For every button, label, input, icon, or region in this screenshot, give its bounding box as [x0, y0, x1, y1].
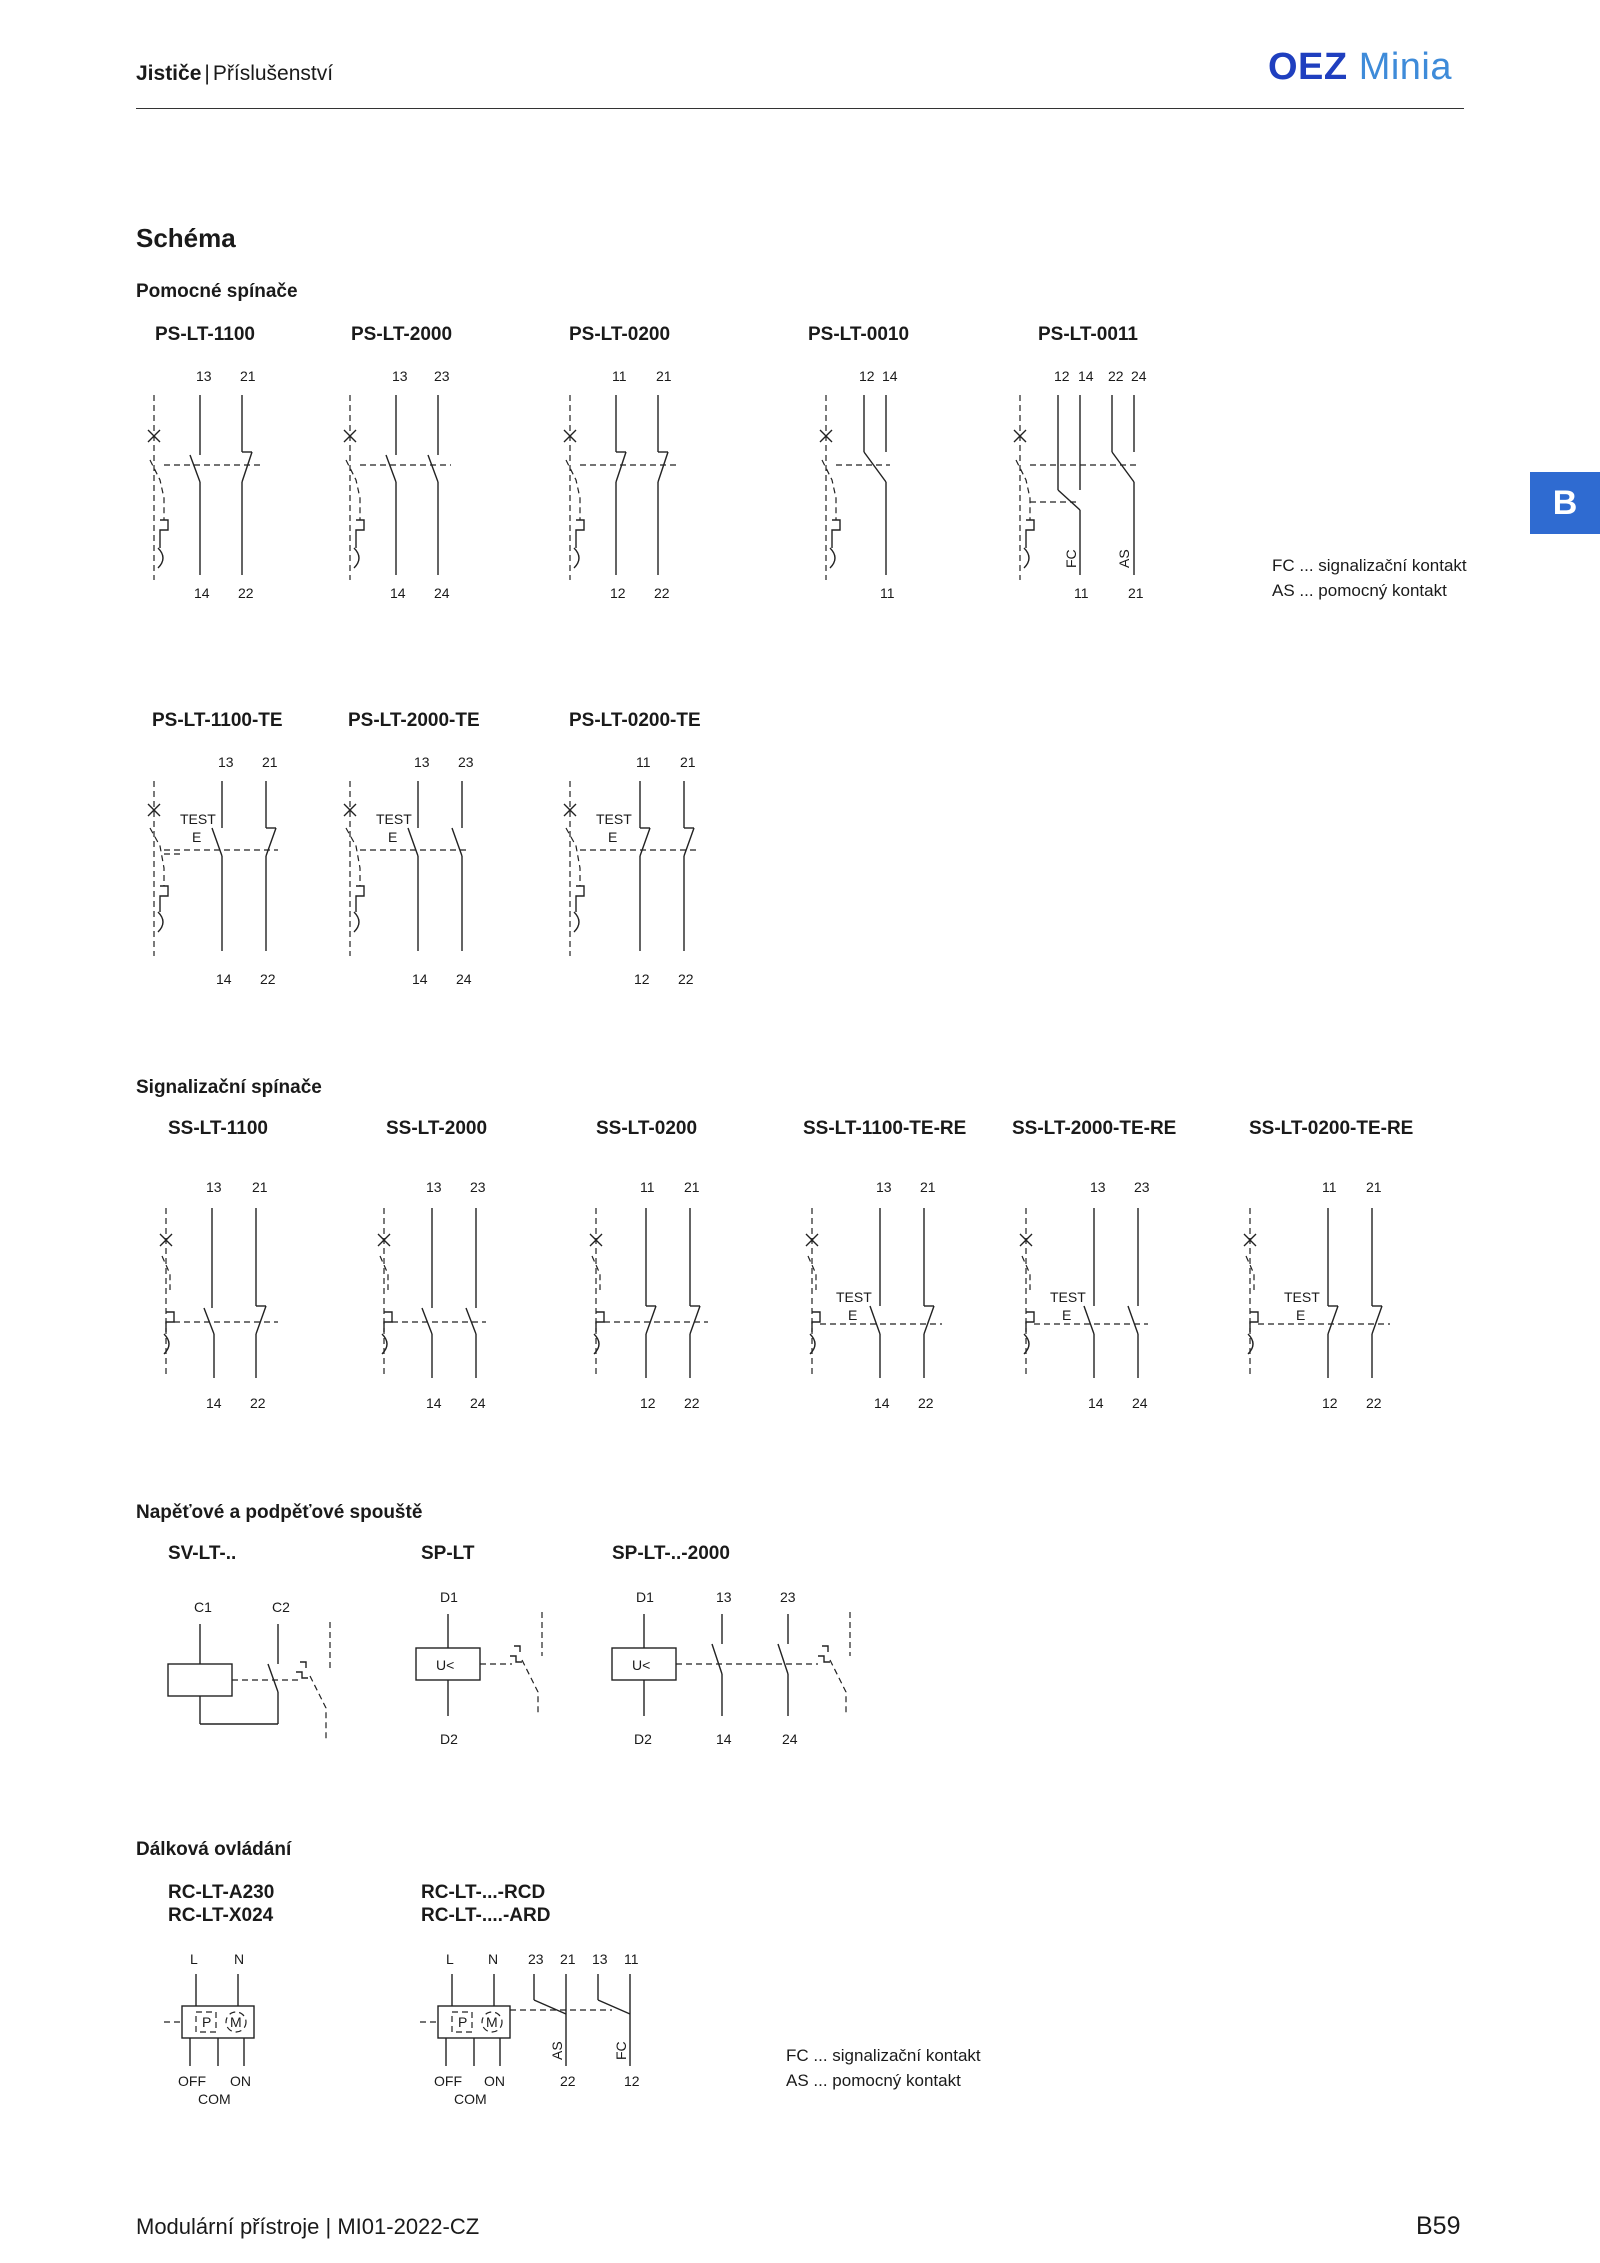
terminal-label: COM: [198, 2091, 231, 2107]
signal-heading: Signalizační spínače: [136, 1077, 322, 1098]
terminal-label: COM: [454, 2091, 487, 2107]
terminal-top: 13: [196, 368, 212, 384]
diagram-label: SS-LT-2000-TE-RE: [1012, 1118, 1177, 1139]
schematic-rc-lt-a230: [164, 1951, 254, 2107]
terminal-top: 21: [680, 754, 696, 770]
terminal-bottom: 12: [634, 971, 650, 987]
terminal-bottom: 12: [1322, 1395, 1338, 1411]
terminal-label: 13: [592, 1951, 608, 1967]
schematic-sp-lt: [416, 1589, 542, 1747]
terminal-top: 13: [1090, 1179, 1106, 1195]
terminal-label: L: [446, 1951, 454, 1967]
legend-as: AS ... pomocný kontakt: [1272, 581, 1447, 600]
schematic-sv-lt: [168, 1599, 330, 1740]
schematic-ps-lt-0200-te: [564, 754, 696, 987]
e-label: E: [1296, 1307, 1306, 1323]
terminal-top: 13: [218, 754, 234, 770]
terminal-bottom: 22: [678, 971, 694, 987]
logo-oez: OEZ: [1268, 46, 1348, 88]
e-label: E: [192, 829, 202, 845]
terminal-label: N: [234, 1951, 245, 1967]
terminal-bottom: 12: [640, 1395, 656, 1411]
terminal-label: 14: [716, 1731, 732, 1747]
section-tab: B: [1530, 472, 1600, 534]
terminal-top: 11: [640, 1179, 655, 1195]
test-label: TEST: [1050, 1289, 1086, 1305]
schematic-ps-lt-0011: [1014, 368, 1147, 601]
terminal-bottom: 22: [238, 585, 254, 601]
diagram-label: SS-LT-0200-TE-RE: [1249, 1118, 1414, 1139]
test-label: TEST: [596, 811, 632, 827]
terminal-bottom: 22: [684, 1395, 700, 1411]
terminal-top: 21: [684, 1179, 700, 1195]
diagram-label-line: RC-LT-X024: [168, 1905, 274, 1926]
diagram-label: SS-LT-1100: [168, 1118, 268, 1139]
schematic-sp-lt-2000: [612, 1589, 850, 1747]
terminal-bottom: 11: [880, 585, 895, 601]
terminal-top: 11: [636, 754, 651, 770]
terminal-label: D1: [440, 1589, 458, 1605]
terminal-label: 11: [624, 1951, 639, 1967]
side-label-fc: FC: [1063, 549, 1079, 568]
e-label: E: [608, 829, 618, 845]
diagram-label-line: RC-LT-A230: [168, 1882, 275, 1903]
terminal-bottom: 14: [874, 1395, 890, 1411]
box-label: U<: [436, 1657, 455, 1673]
box-label: M: [230, 2014, 242, 2030]
terminal-top: 21: [240, 368, 256, 384]
e-label: E: [848, 1307, 858, 1323]
terminal-label: C2: [272, 1599, 290, 1615]
e-label: E: [388, 829, 398, 845]
side-label-fc: FC: [613, 2041, 629, 2060]
terminal-label: 24: [782, 1731, 798, 1747]
terminal-label: 22: [560, 2073, 576, 2089]
terminal-label: L: [190, 1951, 198, 1967]
diagram-label: SS-LT-2000: [386, 1118, 488, 1139]
terminal-top: 13: [392, 368, 408, 384]
terminal-bottom: 22: [250, 1395, 266, 1411]
terminal-label: 21: [560, 1951, 576, 1967]
schematic-ss-lt-0200-te-re: [1244, 1179, 1390, 1411]
terminal-top: 13: [876, 1179, 892, 1195]
diagram-label: SS-LT-0200: [596, 1118, 698, 1139]
terminal-bottom: 14: [216, 971, 232, 987]
box-label: U<: [632, 1657, 651, 1673]
side-label-as: AS: [549, 2041, 565, 2060]
terminal-top: 21: [262, 754, 278, 770]
footer-left: Modulární přístroje | MI01-2022-CZ: [136, 2214, 480, 2239]
schematic-ps-lt-1100: [148, 368, 260, 601]
test-label: TEST: [180, 811, 216, 827]
terminal-label: 13: [716, 1589, 732, 1605]
schematic-ps-lt-0010: [820, 368, 898, 601]
terminal-top: 24: [1131, 368, 1147, 384]
diagram-label: SV-LT-..: [168, 1543, 237, 1564]
terminal-bottom: 24: [470, 1395, 486, 1411]
terminal-bottom: 14: [206, 1395, 222, 1411]
diagram-label: PS-LT-2000-TE: [348, 710, 480, 731]
terminal-bottom: 22: [1366, 1395, 1382, 1411]
diagram-label-line: RC-LT-...-RCD: [421, 1882, 546, 1903]
terminal-top: 14: [882, 368, 898, 384]
test-label: TEST: [836, 1289, 872, 1305]
terminal-bottom: 22: [654, 585, 670, 601]
terminal-top: 23: [458, 754, 474, 770]
header-section: Jističe: [136, 62, 202, 85]
schematic-ss-lt-2000: [378, 1179, 486, 1411]
terminal-top: 23: [434, 368, 450, 384]
box-label: M: [486, 2014, 498, 2030]
diagram-label: SS-LT-1100-TE-RE: [803, 1118, 967, 1139]
diagram-label: PS-LT-0010: [808, 324, 910, 345]
terminal-top: 21: [920, 1179, 936, 1195]
schematic-ss-lt-0200: [590, 1179, 708, 1411]
schematic-rc-lt-rcd: [420, 1951, 640, 2107]
diagram-label: PS-LT-0011: [1038, 324, 1138, 345]
terminal-top: 21: [1366, 1179, 1382, 1195]
terminal-label: N: [488, 1951, 499, 1967]
diagram-label: SP-LT-..-2000: [612, 1543, 730, 1564]
terminal-label: D1: [636, 1589, 654, 1605]
test-label: TEST: [1284, 1289, 1320, 1305]
terminal-label: ON: [484, 2073, 505, 2089]
diagram-label: SP-LT: [421, 1543, 475, 1564]
terminal-label: OFF: [434, 2073, 462, 2089]
box-label: P: [458, 2014, 468, 2030]
terminal-bottom: 22: [260, 971, 276, 987]
terminal-label: ON: [230, 2073, 251, 2089]
terminal-bottom: 12: [610, 585, 626, 601]
terminal-bottom: 14: [390, 585, 406, 601]
releases-heading: Napěťové a podpěťové spouště: [136, 1502, 423, 1523]
terminal-label: D2: [440, 1731, 458, 1747]
remote-heading: Dálková ovládání: [136, 1839, 292, 1860]
diagram-label-line: RC-LT-....-ARD: [421, 1905, 551, 1926]
terminal-label: D2: [634, 1731, 652, 1747]
terminal-bottom: 11: [1074, 585, 1089, 601]
diagram-label: PS-LT-2000: [351, 324, 453, 345]
terminal-top: 11: [1322, 1179, 1337, 1195]
schematic-ss-lt-2000-te-re: [1020, 1179, 1150, 1411]
terminal-top: 12: [859, 368, 875, 384]
legend-fc: FC ... signalizační kontakt: [1272, 556, 1467, 575]
terminal-bottom: 22: [918, 1395, 934, 1411]
page-number: B59: [1416, 2212, 1461, 2240]
box-label: P: [202, 2014, 212, 2030]
diagram-label: PS-LT-1100-TE: [152, 710, 283, 731]
terminal-top: 23: [470, 1179, 486, 1195]
page-title: Schéma: [136, 223, 236, 253]
terminal-top: 14: [1078, 368, 1094, 384]
terminal-bottom: 24: [1132, 1395, 1148, 1411]
schematic-ps-lt-0200: [564, 368, 676, 601]
terminal-top: 22: [1108, 368, 1124, 384]
terminal-label: 12: [624, 2073, 640, 2089]
terminal-top: 13: [414, 754, 430, 770]
terminal-top: 12: [1054, 368, 1070, 384]
terminal-top: 11: [612, 368, 627, 384]
terminal-label: OFF: [178, 2073, 206, 2089]
terminal-bottom: 24: [456, 971, 472, 987]
legend-fc: FC ... signalizační kontakt: [786, 2046, 981, 2065]
terminal-top: 21: [656, 368, 672, 384]
diagram-label: PS-LT-1100: [155, 324, 255, 345]
schematic-ps-lt-2000: [344, 368, 451, 601]
diagram-label: PS-LT-0200: [569, 324, 671, 345]
header-subsection: Příslušenství: [212, 62, 334, 85]
test-label: TEST: [376, 811, 412, 827]
diagram-label: PS-LT-0200-TE: [569, 710, 701, 731]
aux-heading: Pomocné spínače: [136, 281, 298, 302]
header-separator: |: [204, 62, 210, 85]
terminal-bottom: 14: [1088, 1395, 1104, 1411]
terminal-bottom: 21: [1128, 585, 1144, 601]
terminal-label: 23: [780, 1589, 796, 1605]
terminal-label: 23: [528, 1951, 544, 1967]
schematic-ps-lt-1100-te: [148, 754, 278, 987]
terminal-bottom: 14: [194, 585, 210, 601]
terminal-top: 13: [426, 1179, 442, 1195]
schematic-ss-lt-1100-te-re: [806, 1179, 942, 1411]
terminal-label: C1: [194, 1599, 212, 1615]
e-label: E: [1062, 1307, 1072, 1323]
terminal-bottom: 14: [426, 1395, 442, 1411]
schematic-ss-lt-1100: [160, 1179, 278, 1411]
terminal-bottom: 24: [434, 585, 450, 601]
legend-as: AS ... pomocný kontakt: [786, 2071, 961, 2090]
logo-minia: Minia: [1358, 46, 1452, 88]
side-label-as: AS: [1116, 549, 1132, 568]
terminal-top: 13: [206, 1179, 222, 1195]
terminal-top: 21: [252, 1179, 268, 1195]
terminal-bottom: 14: [412, 971, 428, 987]
terminal-top: 23: [1134, 1179, 1150, 1195]
schematic-ps-lt-2000-te: [344, 754, 474, 987]
